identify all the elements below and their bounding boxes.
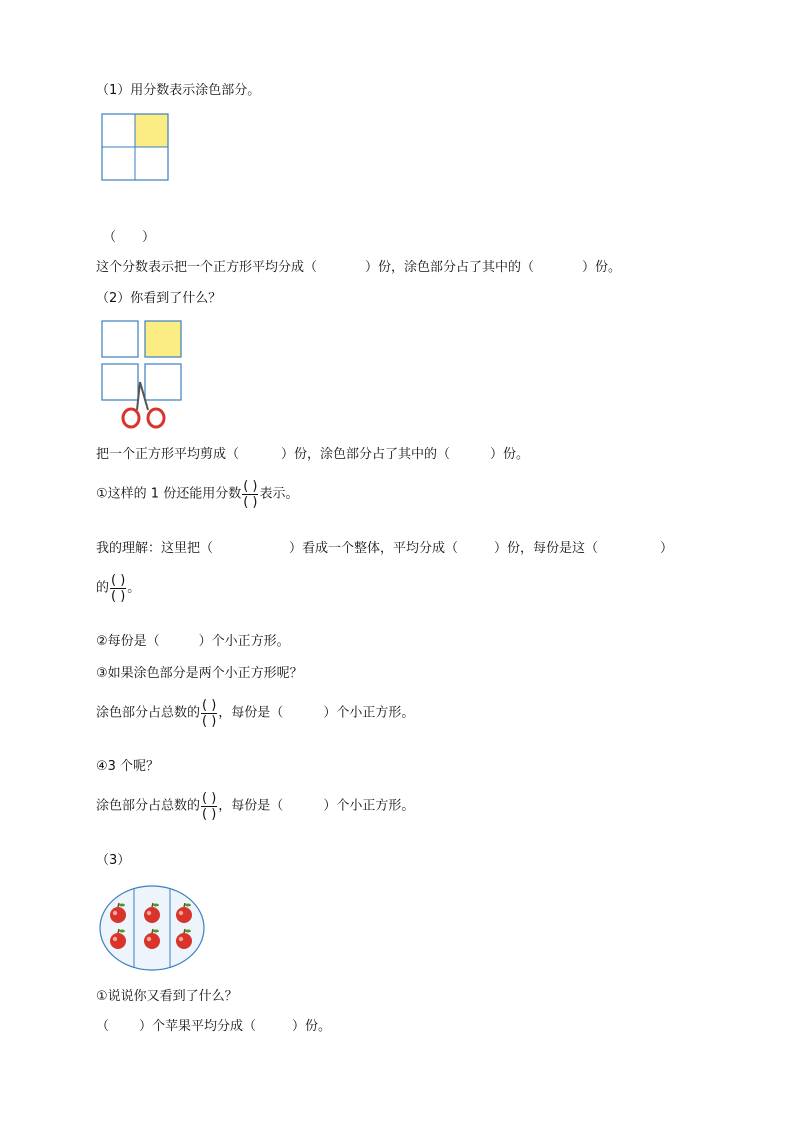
blank-fraction[interactable]: $\frac{( )}{( )}$	[111, 573, 126, 604]
q2-item4: ④3 个呢？	[96, 759, 160, 774]
q2-item1: ①这样的 1 份还能用分数 $\frac{( )}{( )}$ 表示。	[96, 479, 299, 510]
q3-sentence: （ ）个苹果平均分成（ ）份。	[96, 1019, 332, 1034]
shaded-quarter	[135, 114, 168, 147]
q2-cut-sentence: 把一个正方形平均剪成（ ）份，涂色部分占了其中的（ ）份。	[96, 447, 530, 462]
q2-item4-line: 涂色部分占总数的 $\frac{( )}{( )}$ ，每份是（ ）个小正方形。	[96, 791, 415, 822]
q2-title: （2）你看到了什么？	[96, 291, 222, 306]
q2-item2: ②每份是（ ）个小正方形。	[96, 634, 290, 649]
q1-answer-paren[interactable]: （ ）	[103, 230, 156, 245]
q3-item1: ①说说你又看到了什么？	[96, 989, 238, 1004]
q2-understanding: 我的理解：这里把（ ）看成一个整体，平均分成（ ）份，每份是这（ ）	[96, 541, 674, 556]
q1-sentence: 这个分数表示把一个正方形平均分成（ ）份，涂色部分占了其中的（ ）份。	[96, 260, 622, 275]
q2-item3-line: 涂色部分占总数的 $\frac{( )}{( )}$ ，每份是（ ）个小正方形。	[96, 698, 415, 729]
q3-apples-figure	[98, 884, 206, 972]
shaded-piece	[145, 321, 181, 357]
blank-fraction[interactable]: $\frac{( )}{( )}$	[202, 698, 217, 729]
q2-cut-squares-figure	[101, 320, 183, 432]
q2-of-line: 的 $\frac{( )}{( )}$ 。	[96, 573, 141, 604]
q1-title: （1）用分数表示涂色部分。	[96, 83, 261, 98]
blank-fraction[interactable]: $\frac{( )}{( )}$	[202, 791, 217, 822]
q3-title: （3）	[96, 853, 131, 868]
q1-square-figure	[101, 113, 169, 181]
blank-fraction[interactable]: $\frac{( )}{( )}$	[243, 479, 258, 510]
q2-item3: ③如果涂色部分是两个小正方形呢？	[96, 666, 303, 681]
